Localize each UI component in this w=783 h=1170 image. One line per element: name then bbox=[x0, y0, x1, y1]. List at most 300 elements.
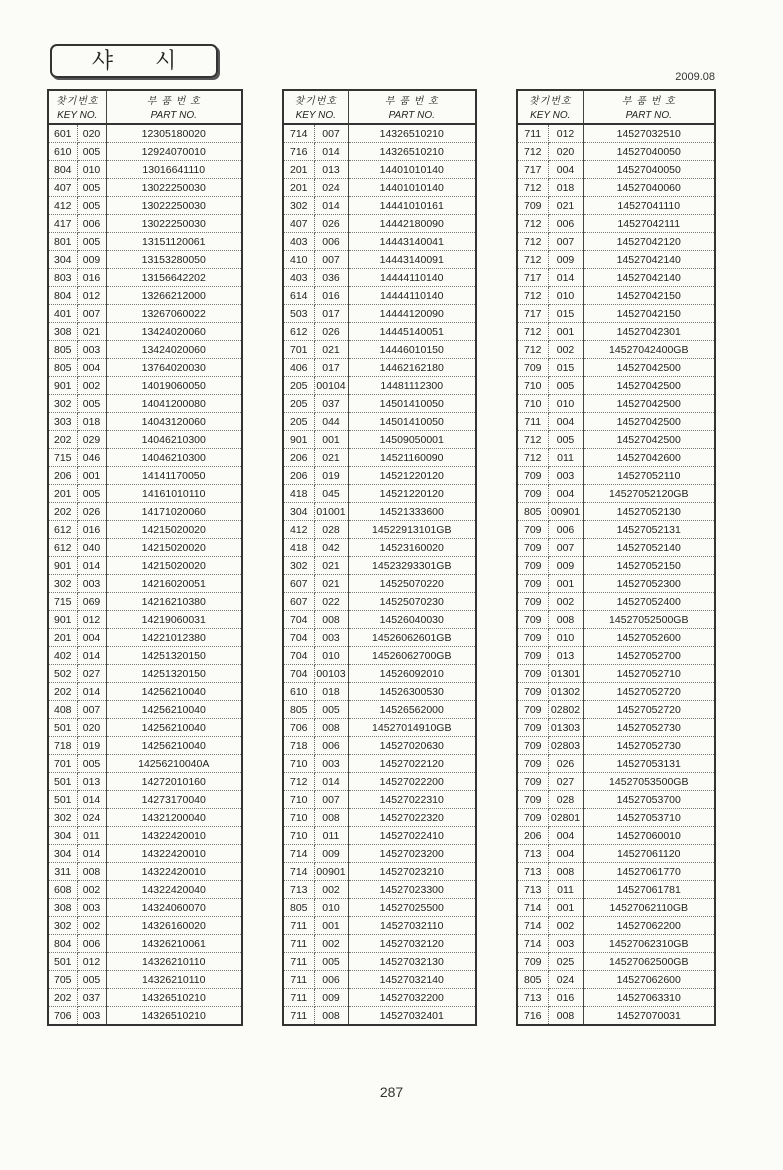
key-sub-cell: 014 bbox=[77, 791, 106, 809]
key-sub-cell: 00103 bbox=[314, 665, 348, 683]
table-row bbox=[517, 773, 715, 791]
table-row bbox=[48, 899, 242, 917]
table-row bbox=[48, 611, 242, 629]
table-row bbox=[48, 683, 242, 701]
table-row bbox=[48, 539, 242, 557]
key-group-cell: 403 bbox=[283, 269, 314, 287]
part-number-cell: 14527052710 bbox=[583, 665, 715, 683]
table-row bbox=[283, 124, 476, 143]
key-group-cell: 805 bbox=[48, 341, 77, 359]
key-group-cell: 801 bbox=[48, 233, 77, 251]
key-group-cell: 901 bbox=[48, 557, 77, 575]
key-sub-cell: 003 bbox=[77, 341, 106, 359]
key-group-cell: 607 bbox=[283, 593, 314, 611]
part-number-cell: 13022250030 bbox=[106, 197, 242, 215]
key-group-cell: 714 bbox=[517, 899, 548, 917]
table-row bbox=[517, 377, 715, 395]
table-row bbox=[48, 359, 242, 377]
part-number-cell: 14527052131 bbox=[583, 521, 715, 539]
key-group-cell: 202 bbox=[48, 431, 77, 449]
table-row bbox=[517, 503, 715, 521]
parts-table-body bbox=[283, 124, 476, 1025]
key-group-cell: 714 bbox=[517, 917, 548, 935]
key-sub-cell: 036 bbox=[314, 269, 348, 287]
key-group-cell: 711 bbox=[517, 124, 548, 143]
part-number-cell: 14527032120 bbox=[348, 935, 476, 953]
key-sub-cell: 007 bbox=[314, 251, 348, 269]
key-group-cell: 601 bbox=[48, 124, 77, 143]
key-group-cell: 308 bbox=[48, 899, 77, 917]
key-sub-cell: 012 bbox=[548, 124, 583, 143]
table-row bbox=[517, 124, 715, 143]
key-group-cell: 711 bbox=[283, 1007, 314, 1026]
key-sub-cell: 014 bbox=[77, 647, 106, 665]
table-row bbox=[517, 863, 715, 881]
part-number-cell: 14527014910GB bbox=[348, 719, 476, 737]
key-sub-cell: 005 bbox=[77, 233, 106, 251]
key-group-cell: 709 bbox=[517, 593, 548, 611]
table-row bbox=[283, 611, 476, 629]
key-group-cell: 502 bbox=[48, 665, 77, 683]
part-number-cell: 14521160090 bbox=[348, 449, 476, 467]
part-number-cell: 14521220120 bbox=[348, 485, 476, 503]
key-group-cell: 709 bbox=[517, 647, 548, 665]
key-sub-cell: 011 bbox=[314, 827, 348, 845]
key-group-cell: 612 bbox=[48, 521, 77, 539]
table-row bbox=[517, 269, 715, 287]
table-row bbox=[283, 395, 476, 413]
key-sub-cell: 011 bbox=[77, 827, 106, 845]
part-number-cell: 14527052600 bbox=[583, 629, 715, 647]
part-number-cell: 14527023210 bbox=[348, 863, 476, 881]
key-sub-cell: 001 bbox=[314, 431, 348, 449]
table-row bbox=[283, 323, 476, 341]
part-number-cell: 14322420010 bbox=[106, 827, 242, 845]
key-sub-cell: 002 bbox=[314, 881, 348, 899]
part-number-cell: 14326210110 bbox=[106, 971, 242, 989]
key-sub-cell: 010 bbox=[77, 161, 106, 179]
part-number-cell: 14441010161 bbox=[348, 197, 476, 215]
part-number-cell: 14526062700GB bbox=[348, 647, 476, 665]
part-number-cell: 14401010140 bbox=[348, 161, 476, 179]
key-sub-cell: 028 bbox=[548, 791, 583, 809]
key-sub-cell: 020 bbox=[77, 719, 106, 737]
key-sub-cell: 005 bbox=[77, 179, 106, 197]
table-row bbox=[48, 809, 242, 827]
key-group-cell: 709 bbox=[517, 611, 548, 629]
table-row bbox=[48, 575, 242, 593]
key-group-cell: 607 bbox=[283, 575, 314, 593]
key-sub-cell: 026 bbox=[314, 323, 348, 341]
table-row bbox=[48, 917, 242, 935]
key-sub-cell: 018 bbox=[77, 413, 106, 431]
key-sub-cell: 027 bbox=[548, 773, 583, 791]
key-group-cell: 709 bbox=[517, 791, 548, 809]
part-number-cell: 14444110140 bbox=[348, 269, 476, 287]
table-row bbox=[283, 197, 476, 215]
part-number-cell: 14527052120GB bbox=[583, 485, 715, 503]
key-group-cell: 403 bbox=[283, 233, 314, 251]
table-row bbox=[48, 341, 242, 359]
key-group-cell: 709 bbox=[517, 701, 548, 719]
key-sub-cell: 011 bbox=[548, 449, 583, 467]
table-row bbox=[283, 953, 476, 971]
part-number-cell: 14527042120 bbox=[583, 233, 715, 251]
key-group-cell: 417 bbox=[48, 215, 77, 233]
key-sub-cell: 013 bbox=[548, 647, 583, 665]
table-row bbox=[517, 971, 715, 989]
key-sub-cell: 02802 bbox=[548, 701, 583, 719]
part-number-cell: 14401010140 bbox=[348, 179, 476, 197]
key-sub-cell: 015 bbox=[548, 305, 583, 323]
table-row bbox=[48, 124, 242, 143]
table-row bbox=[283, 719, 476, 737]
table-row bbox=[517, 341, 715, 359]
key-sub-cell: 004 bbox=[77, 359, 106, 377]
key-sub-cell: 002 bbox=[548, 593, 583, 611]
part-number-cell: 14444110140 bbox=[348, 287, 476, 305]
key-sub-cell: 024 bbox=[77, 809, 106, 827]
key-group-cell: 711 bbox=[283, 971, 314, 989]
key-sub-cell: 005 bbox=[77, 197, 106, 215]
part-number-cell: 14442180090 bbox=[348, 215, 476, 233]
part-number-cell: 13267060022 bbox=[106, 305, 242, 323]
key-sub-cell: 01303 bbox=[548, 719, 583, 737]
table-row bbox=[48, 935, 242, 953]
key-sub-cell: 005 bbox=[548, 377, 583, 395]
key-sub-cell: 005 bbox=[77, 143, 106, 161]
key-sub-cell: 001 bbox=[548, 575, 583, 593]
key-group-cell: 711 bbox=[283, 989, 314, 1007]
table-row bbox=[517, 1007, 715, 1026]
table-row bbox=[48, 845, 242, 863]
key-sub-cell: 00901 bbox=[548, 503, 583, 521]
part-number-cell: 14446010150 bbox=[348, 341, 476, 359]
key-group-cell: 704 bbox=[283, 611, 314, 629]
part-number-cell: 14527062110GB bbox=[583, 899, 715, 917]
key-sub-cell: 011 bbox=[548, 881, 583, 899]
key-sub-cell: 024 bbox=[314, 179, 348, 197]
part-number-cell: 14219060031 bbox=[106, 611, 242, 629]
table-row bbox=[48, 701, 242, 719]
part-number-cell: 14501410050 bbox=[348, 413, 476, 431]
key-group-cell: 501 bbox=[48, 719, 77, 737]
key-sub-cell: 007 bbox=[548, 539, 583, 557]
table-row bbox=[517, 629, 715, 647]
part-number-cell: 14445140051 bbox=[348, 323, 476, 341]
table-row bbox=[283, 305, 476, 323]
part-number-cell: 14527022320 bbox=[348, 809, 476, 827]
key-sub-cell: 004 bbox=[77, 629, 106, 647]
table-row bbox=[517, 485, 715, 503]
key-group-cell: 407 bbox=[48, 179, 77, 197]
key-sub-cell: 004 bbox=[548, 845, 583, 863]
part-number-cell: 14527052110 bbox=[583, 467, 715, 485]
table-row bbox=[48, 953, 242, 971]
table-row bbox=[48, 413, 242, 431]
part-number-cell: 12305180020 bbox=[106, 124, 242, 143]
key-group-cell: 302 bbox=[48, 809, 77, 827]
key-sub-cell: 028 bbox=[314, 521, 348, 539]
key-sub-cell: 002 bbox=[548, 341, 583, 359]
parts-table-2 bbox=[282, 89, 477, 1026]
part-number-cell: 14527052150 bbox=[583, 557, 715, 575]
part-number-cell: 14527062200 bbox=[583, 917, 715, 935]
part-number-cell: 14326510210 bbox=[348, 143, 476, 161]
key-group-cell: 805 bbox=[517, 971, 548, 989]
table-row bbox=[283, 683, 476, 701]
part-number-cell: 14046210300 bbox=[106, 431, 242, 449]
key-group-cell: 206 bbox=[517, 827, 548, 845]
key-sub-cell: 014 bbox=[314, 143, 348, 161]
part-number-cell: 14256210040 bbox=[106, 737, 242, 755]
key-group-cell: 201 bbox=[283, 179, 314, 197]
key-sub-cell: 006 bbox=[314, 233, 348, 251]
key-group-cell: 501 bbox=[48, 773, 77, 791]
key-group-cell: 712 bbox=[517, 233, 548, 251]
table-row bbox=[517, 539, 715, 557]
key-sub-cell: 02801 bbox=[548, 809, 583, 827]
table-row bbox=[517, 233, 715, 251]
key-group-cell: 610 bbox=[283, 683, 314, 701]
key-sub-cell: 008 bbox=[314, 809, 348, 827]
key-group-cell: 805 bbox=[48, 359, 77, 377]
part-number-cell: 14527041110 bbox=[583, 197, 715, 215]
part-number-cell: 14326160020 bbox=[106, 917, 242, 935]
part-number-cell: 14527052720 bbox=[583, 683, 715, 701]
key-sub-cell: 00104 bbox=[314, 377, 348, 395]
part-number-cell: 14527032510 bbox=[583, 124, 715, 143]
part-number-cell: 14273170040 bbox=[106, 791, 242, 809]
key-sub-cell: 008 bbox=[314, 719, 348, 737]
part-number-cell: 13424020060 bbox=[106, 341, 242, 359]
table-row bbox=[48, 143, 242, 161]
table-row bbox=[517, 881, 715, 899]
part-number-cell: 14326510210 bbox=[106, 989, 242, 1007]
table-row bbox=[283, 251, 476, 269]
part-number-cell: 14326510210 bbox=[348, 124, 476, 143]
part-number-cell: 14321200040 bbox=[106, 809, 242, 827]
table-row bbox=[283, 269, 476, 287]
key-sub-cell: 00901 bbox=[314, 863, 348, 881]
table-row bbox=[48, 737, 242, 755]
part-number-cell: 14527053131 bbox=[583, 755, 715, 773]
key-sub-cell: 010 bbox=[548, 395, 583, 413]
key-group-cell: 805 bbox=[283, 899, 314, 917]
table-row bbox=[48, 395, 242, 413]
part-number-cell: 13016641110 bbox=[106, 161, 242, 179]
key-group-cell: 704 bbox=[283, 665, 314, 683]
key-sub-cell: 007 bbox=[77, 305, 106, 323]
key-group-cell: 709 bbox=[517, 953, 548, 971]
table-row bbox=[517, 737, 715, 755]
part-number-cell: 14527062500GB bbox=[583, 953, 715, 971]
key-sub-cell: 005 bbox=[77, 485, 106, 503]
key-sub-cell: 017 bbox=[314, 359, 348, 377]
key-sub-cell: 010 bbox=[314, 647, 348, 665]
key-sub-cell: 016 bbox=[314, 287, 348, 305]
part-number-cell: 14527062600 bbox=[583, 971, 715, 989]
table-row bbox=[48, 989, 242, 1007]
key-group-cell: 711 bbox=[283, 953, 314, 971]
key-group-cell: 901 bbox=[283, 431, 314, 449]
key-group-cell: 412 bbox=[283, 521, 314, 539]
table-row bbox=[48, 971, 242, 989]
part-number-cell: 14527042500 bbox=[583, 377, 715, 395]
part-number-cell: 14326210061 bbox=[106, 935, 242, 953]
table-row bbox=[283, 467, 476, 485]
key-group-cell: 418 bbox=[283, 485, 314, 503]
key-group-cell: 803 bbox=[48, 269, 77, 287]
key-group-cell: 302 bbox=[48, 575, 77, 593]
part-number-cell: 12924070010 bbox=[106, 143, 242, 161]
key-sub-cell: 014 bbox=[77, 557, 106, 575]
part-number-cell: 14161010110 bbox=[106, 485, 242, 503]
part-number-cell: 14215020020 bbox=[106, 521, 242, 539]
parts-table-3 bbox=[516, 89, 716, 1026]
key-sub-cell: 002 bbox=[548, 917, 583, 935]
key-sub-cell: 021 bbox=[314, 557, 348, 575]
part-number-cell: 14272010160 bbox=[106, 773, 242, 791]
key-group-cell: 715 bbox=[48, 449, 77, 467]
table-row bbox=[283, 449, 476, 467]
key-sub-cell: 042 bbox=[314, 539, 348, 557]
part-number-cell: 14527062310GB bbox=[583, 935, 715, 953]
table-row bbox=[283, 179, 476, 197]
part-number-cell: 13153280050 bbox=[106, 251, 242, 269]
key-group-cell: 712 bbox=[517, 143, 548, 161]
key-group-cell: 709 bbox=[517, 197, 548, 215]
key-group-cell: 901 bbox=[48, 377, 77, 395]
part-number-cell: 14046210300 bbox=[106, 449, 242, 467]
part-number-cell: 14527052140 bbox=[583, 539, 715, 557]
part-number-cell: 14527060010 bbox=[583, 827, 715, 845]
key-sub-cell: 010 bbox=[548, 287, 583, 305]
key-sub-cell: 008 bbox=[314, 611, 348, 629]
key-sub-cell: 009 bbox=[548, 251, 583, 269]
table-row bbox=[283, 701, 476, 719]
key-sub-cell: 022 bbox=[314, 593, 348, 611]
key-group-cell: 704 bbox=[283, 629, 314, 647]
key-group-cell: 206 bbox=[283, 449, 314, 467]
table-row bbox=[517, 701, 715, 719]
part-number-cell: 14527042111 bbox=[583, 215, 715, 233]
key-group-cell: 304 bbox=[48, 251, 77, 269]
key-group-cell: 712 bbox=[517, 431, 548, 449]
table-row bbox=[283, 755, 476, 773]
key-group-cell: 612 bbox=[48, 539, 77, 557]
table-row bbox=[517, 683, 715, 701]
part-number-cell: 14251320150 bbox=[106, 665, 242, 683]
key-group-cell: 302 bbox=[48, 395, 77, 413]
key-group-cell: 711 bbox=[283, 917, 314, 935]
table-row bbox=[283, 143, 476, 161]
table-row bbox=[48, 773, 242, 791]
key-sub-cell: 046 bbox=[77, 449, 106, 467]
key-sub-cell: 008 bbox=[77, 863, 106, 881]
key-group-cell: 709 bbox=[517, 773, 548, 791]
part-number-cell: 14322420010 bbox=[106, 863, 242, 881]
part-number-cell: 14527040050 bbox=[583, 161, 715, 179]
part-number-cell: 14215020020 bbox=[106, 557, 242, 575]
part-number-cell: 14525070220 bbox=[348, 575, 476, 593]
table-row bbox=[48, 791, 242, 809]
key-sub-cell: 003 bbox=[77, 1007, 106, 1026]
key-group-cell: 709 bbox=[517, 359, 548, 377]
part-number-cell: 14523293301GB bbox=[348, 557, 476, 575]
key-sub-cell: 040 bbox=[77, 539, 106, 557]
key-group-cell: 407 bbox=[283, 215, 314, 233]
key-group-cell: 706 bbox=[48, 1007, 77, 1026]
part-number-cell: 14527063310 bbox=[583, 989, 715, 1007]
key-group-cell: 706 bbox=[283, 719, 314, 737]
part-number-cell: 14527042500 bbox=[583, 431, 715, 449]
table-row bbox=[283, 881, 476, 899]
table-row bbox=[283, 539, 476, 557]
part-number-cell: 14481112300 bbox=[348, 377, 476, 395]
key-sub-cell: 005 bbox=[77, 971, 106, 989]
key-sub-cell: 009 bbox=[77, 251, 106, 269]
key-sub-cell: 005 bbox=[314, 953, 348, 971]
key-sub-cell: 007 bbox=[314, 124, 348, 143]
key-sub-cell: 015 bbox=[548, 359, 583, 377]
part-header-kr: 부 품 번 호 bbox=[621, 95, 676, 107]
key-sub-cell: 01301 bbox=[548, 665, 583, 683]
key-sub-cell: 021 bbox=[77, 323, 106, 341]
key-group-cell: 713 bbox=[517, 989, 548, 1007]
table-row bbox=[283, 521, 476, 539]
table-row bbox=[517, 179, 715, 197]
part-number-cell: 14527023200 bbox=[348, 845, 476, 863]
table-row bbox=[283, 971, 476, 989]
table-row bbox=[283, 629, 476, 647]
table-row bbox=[517, 917, 715, 935]
key-group-cell: 712 bbox=[517, 449, 548, 467]
table-row bbox=[283, 809, 476, 827]
key-header-en: KEY NO. bbox=[48, 107, 106, 124]
part-number-cell: 14526092010 bbox=[348, 665, 476, 683]
key-group-cell: 713 bbox=[283, 881, 314, 899]
part-number-cell: 14527042500 bbox=[583, 413, 715, 431]
key-sub-cell: 006 bbox=[77, 215, 106, 233]
part-number-cell: 14443140041 bbox=[348, 233, 476, 251]
table-row bbox=[48, 647, 242, 665]
key-group-cell: 713 bbox=[517, 863, 548, 881]
key-sub-cell: 001 bbox=[548, 323, 583, 341]
key-sub-cell: 006 bbox=[77, 935, 106, 953]
key-group-cell: 711 bbox=[283, 935, 314, 953]
table-row bbox=[283, 791, 476, 809]
table-row bbox=[517, 989, 715, 1007]
part-number-cell: 14509050001 bbox=[348, 431, 476, 449]
table-row bbox=[517, 935, 715, 953]
part-number-cell: 14523160020 bbox=[348, 539, 476, 557]
key-group-cell: 418 bbox=[283, 539, 314, 557]
part-number-cell: 13424020060 bbox=[106, 323, 242, 341]
table-row bbox=[517, 521, 715, 539]
key-sub-cell: 005 bbox=[77, 395, 106, 413]
key-group-cell: 709 bbox=[517, 629, 548, 647]
key-group-cell: 608 bbox=[48, 881, 77, 899]
part-number-cell: 14527052720 bbox=[583, 701, 715, 719]
key-sub-cell: 008 bbox=[314, 1007, 348, 1026]
table-row bbox=[517, 575, 715, 593]
key-sub-cell: 069 bbox=[77, 593, 106, 611]
key-group-cell: 406 bbox=[283, 359, 314, 377]
key-group-cell: 714 bbox=[517, 935, 548, 953]
table-row bbox=[517, 197, 715, 215]
table-row bbox=[517, 611, 715, 629]
